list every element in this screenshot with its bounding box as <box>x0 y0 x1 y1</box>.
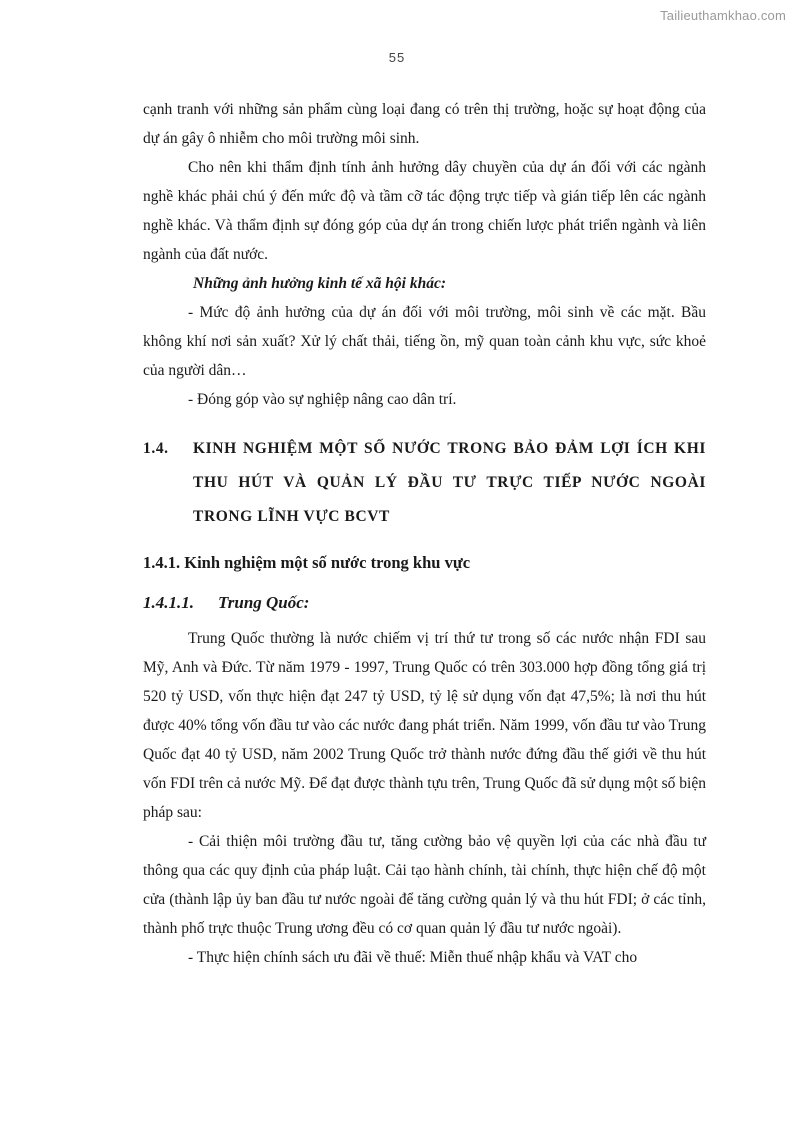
subheading-socioeconomic: Những ảnh hưởng kinh tế xã hội khác: <box>193 275 447 292</box>
bullet-paragraph: - Thực hiện chính sách ưu đãi về thuế: Miễn thuế nhập khẩu và VAT cho <box>188 949 638 966</box>
watermark-text: Tailieuthamkhao.com <box>660 8 786 23</box>
section-title: KINH NGHIỆM MỘT SỐ NƯỚC TRONG BẢO ĐẢM LỢI ÍCH KHI THU HÚT VÀ QUẢN LÝ ĐẦU TƯ TRỰC TIẾP NƯỚC NGOÀI TRONG LĨNH VỰC BCVT <box>193 440 706 525</box>
subsubsection-number: 1.4.1.1. <box>143 593 194 612</box>
bullet-paragraph: - Mức độ ảnh hưởng của dự án đối với môi trường, môi sinh về các mặt. Bầu không khí nơi sản xuất? Xử lý chất thải, tiếng ồn, mỹ quan toàn cảnh khu vực, sức khoẻ của người dân… <box>143 304 706 379</box>
paragraph: Cho nên khi thẩm định tính ảnh hưởng dây chuyền của dự án đối với các ngành nghề khác phải chú ý đến mức độ và tầm cỡ tác động trực tiếp và gián tiếp lên các ngành nghề khác. Và thẩm định sự đóng góp của dự án trong chiến lược phát triển ngành và liên ngành của đất nước. <box>143 159 706 263</box>
section-heading <box>143 432 706 534</box>
paragraph: Trung Quốc thường là nước chiếm vị trí thứ tư trong số các nước nhận FDI sau Mỹ, Anh và Đức. Từ năm 1979 - 1997, Trung Quốc có trên 303.000 hợp đồng tổng giá trị 520 tỷ USD, vốn thực hiện đạt 247 tỷ USD, tỷ lệ sử dụng vốn đạt 47,5%; là nơi thu hút được 40% tổng vốn đầu tư vào các nước đang phát triển. Năm 1999, vốn đầu tư vào Trung Quốc đạt 40 tỷ USD, năm 2002 Trung Quốc trở thành nước đứng đầu thế giới về thu hút vốn FDI trên cả nước Mỹ. Để đạt được thành tựu trên, Trung Quốc đã sử dụng một số biện pháp sau: <box>143 630 706 821</box>
subsection-heading: 1.4.1. Kinh nghiệm một số nước trong khu vực <box>143 553 471 572</box>
subsubsection-heading <box>143 588 706 618</box>
subsubsection-title: Trung Quốc: <box>218 593 310 612</box>
section-number: 1.4. <box>143 440 169 457</box>
bullet-paragraph: - Cải thiện môi trường đầu tư, tăng cường bảo vệ quyền lợi của các nhà đầu tư thông qua các quy định của pháp luật. Cải tạo hành chính, tài chính, thực hiện chế độ một cửa (thành lập ủy ban đầu tư nước ngoài để tăng cường quản lý và thu hút FDI; ở các tỉnh, thành phố trực thuộc Trung ương đều có cơ quan quản lý đầu tư nước ngoài). <box>143 833 706 937</box>
document-body <box>143 95 706 972</box>
page-number: 55 <box>388 50 406 65</box>
bullet-paragraph: - Đóng góp vào sự nghiệp nâng cao dân trí. <box>188 391 457 408</box>
paragraph-continuation: cạnh tranh với những sản phẩm cùng loại đang có trên thị trường, hoặc sự hoạt động của dự án gây ô nhiễm cho môi trường môi sinh. <box>143 101 706 147</box>
